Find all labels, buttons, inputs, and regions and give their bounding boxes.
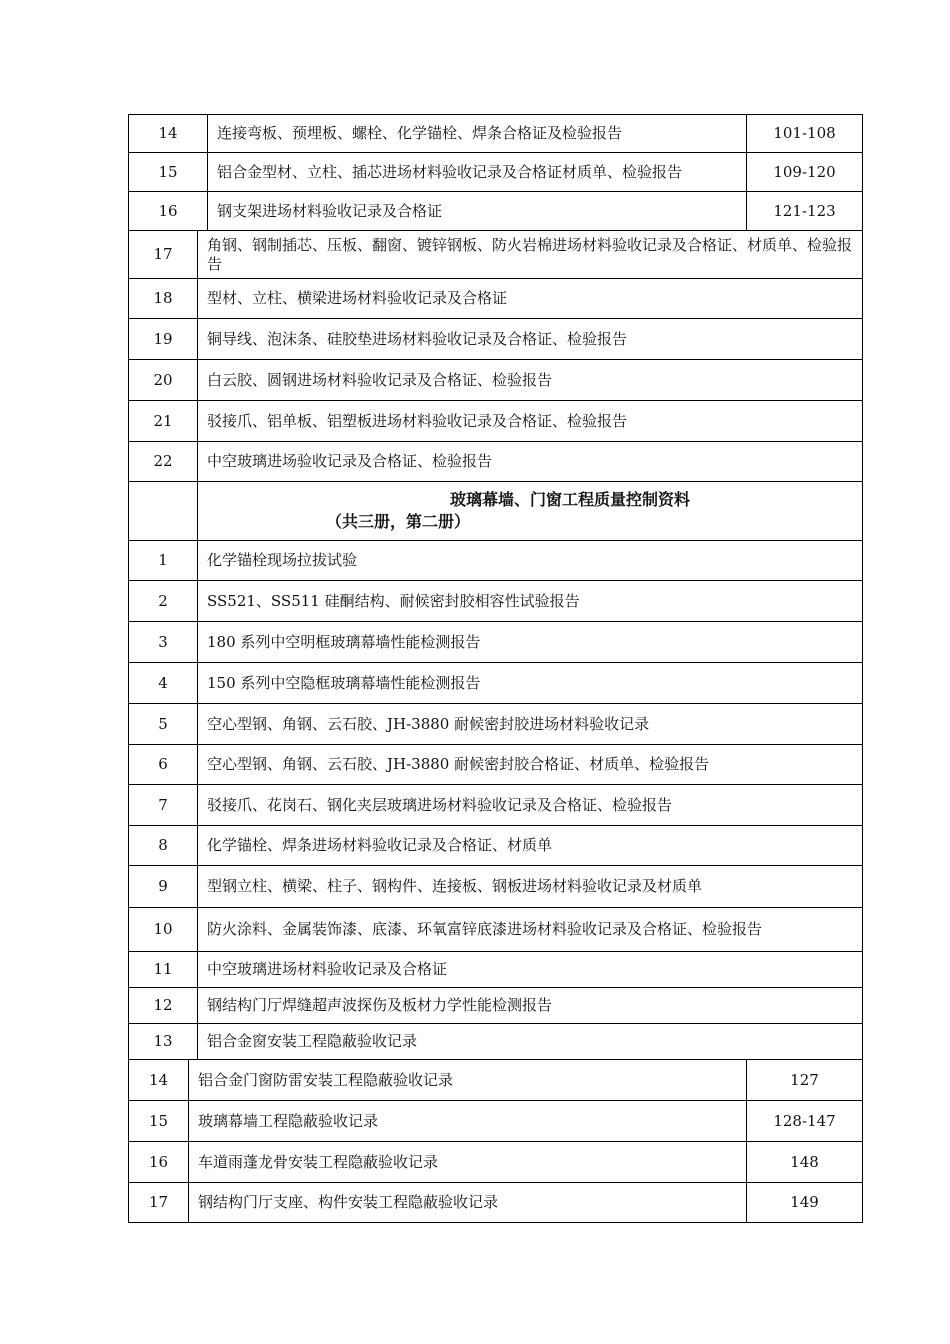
row-description: 钢结构门厅支座、构件安装工程隐蔽验收记录	[188, 1183, 746, 1222]
row-description: 型钢立柱、横梁、柱子、钢构件、连接板、钢板进场材料验收记录及材质单	[197, 866, 862, 907]
row-description: 玻璃幕墙工程隐蔽验收记录	[188, 1101, 746, 1141]
row-description: 铝合金窗安装工程隐蔽验收记录	[197, 1024, 862, 1059]
row-number: 5	[158, 714, 168, 733]
table-row	[128, 663, 863, 704]
row-description: 型材、立柱、横梁进场材料验收记录及合格证	[197, 279, 862, 318]
row-page-range: 109-120	[746, 153, 862, 191]
table-row	[128, 114, 863, 153]
row-number: 8	[158, 836, 168, 854]
table-row	[128, 442, 863, 482]
row-page-range: 148	[746, 1142, 862, 1182]
table-row	[128, 1183, 863, 1223]
row-page-range: 121-123	[746, 192, 862, 230]
row-number: 2	[158, 591, 168, 610]
row-description: 连接弯板、预埋板、螺栓、化学锚栓、焊条合格证及检验报告	[207, 115, 746, 152]
row-number: 7	[158, 795, 168, 814]
row-number: 16	[158, 201, 178, 220]
row-page-range: 127	[746, 1060, 862, 1100]
row-number: 16	[148, 1152, 169, 1171]
row-number: 11	[153, 960, 173, 978]
row-description: 角钢、钢制插芯、压板、翻窗、镀锌钢板、防火岩棉进场材料验收记录及合格证、材质单、检验报告	[197, 231, 862, 278]
row-description: 180 系列中空明框玻璃幕墙性能检测报告	[197, 622, 862, 662]
table-row	[128, 952, 863, 988]
table-row	[128, 401, 863, 442]
row-number: 15	[148, 1111, 169, 1130]
row-number	[129, 482, 197, 540]
row-number: 14	[148, 1070, 169, 1089]
row-description: 驳接爪、铝单板、铝塑板进场材料验收记录及合格证、检验报告	[197, 401, 862, 441]
row-number: 12	[153, 996, 173, 1014]
row-number: 15	[158, 162, 178, 181]
row-description: 铝合金型材、立柱、插芯进场材料验收记录及合格证材质单、检验报告	[207, 153, 746, 191]
row-page-range: 128-147	[746, 1101, 862, 1141]
table-row	[128, 541, 863, 581]
table-row	[128, 866, 863, 908]
table-row	[128, 231, 863, 279]
row-number: 20	[153, 370, 173, 389]
section-subtitle: （共三册，第二册）	[326, 512, 471, 531]
row-number: 17	[148, 1193, 169, 1211]
row-description: 化学锚栓现场拉拔试验	[197, 541, 862, 580]
row-number: 22	[153, 452, 173, 470]
row-number: 14	[158, 124, 178, 142]
row-description: 铝合金门窗防雷安装工程隐蔽验收记录	[188, 1060, 746, 1100]
table-row	[128, 785, 863, 826]
table-row	[128, 581, 863, 622]
row-number: 9	[158, 877, 168, 895]
section-title: 玻璃幕墙、门窗工程质量控制资料	[449, 490, 690, 509]
row-number: 21	[153, 411, 173, 430]
row-number: 4	[158, 673, 168, 692]
table-row	[128, 1024, 863, 1060]
table-row	[128, 192, 863, 231]
row-number: 17	[153, 245, 173, 263]
table-row	[128, 1142, 863, 1183]
table-row	[128, 1060, 863, 1101]
row-description: 空心型钢、角钢、云石胶、JH-3880 耐候密封胶进场材料验收记录	[197, 704, 862, 744]
row-description: 驳接爪、花岗石、钢化夹层玻璃进场材料验收记录及合格证、检验报告	[197, 785, 862, 825]
row-number: 18	[153, 289, 173, 307]
section-heading	[197, 482, 862, 540]
row-number: 19	[153, 329, 173, 348]
row-description: 150 系列中空隐框玻璃幕墙性能检测报告	[197, 663, 862, 703]
row-description: 防火涂料、金属装饰漆、底漆、环氧富锌底漆进场材料验收记录及合格证、检验报告	[197, 908, 862, 951]
row-number: 10	[153, 920, 173, 938]
table-row	[128, 1101, 863, 1142]
table-row	[128, 826, 863, 866]
row-page-range: 101-108	[746, 115, 862, 152]
table-row	[128, 745, 863, 785]
section-heading-row	[128, 482, 863, 541]
row-description: 铜导线、泡沫条、硅胶垫进场材料验收记录及合格证、检验报告	[197, 319, 862, 359]
table-row	[128, 988, 863, 1024]
table-row	[128, 360, 863, 401]
table-row	[128, 279, 863, 319]
row-number: 3	[158, 632, 168, 651]
table-row	[128, 704, 863, 745]
row-description: 中空玻璃进场验收记录及合格证、检验报告	[197, 442, 862, 481]
table-row	[128, 153, 863, 192]
row-description: 白云胶、圆钢进场材料验收记录及合格证、检验报告	[197, 360, 862, 400]
row-number: 1	[158, 551, 168, 569]
row-description: SS521、SS511 硅酮结构、耐候密封胶相容性试验报告	[197, 581, 862, 621]
table-row	[128, 908, 863, 952]
row-number: 6	[158, 755, 168, 773]
row-description: 钢结构门厅焊缝超声波探伤及板材力学性能检测报告	[197, 988, 862, 1023]
row-description: 化学锚栓、焊条进场材料验收记录及合格证、材质单	[197, 826, 862, 865]
row-page-range: 149	[746, 1183, 862, 1222]
row-number: 13	[153, 1032, 173, 1050]
row-description: 中空玻璃进场材料验收记录及合格证	[197, 952, 862, 987]
row-description: 钢支架进场材料验收记录及合格证	[207, 192, 746, 230]
row-description: 空心型钢、角钢、云石胶、JH-3880 耐候密封胶合格证、材质单、检验报告	[197, 745, 862, 784]
row-description: 车道雨蓬龙骨安装工程隐蔽验收记录	[188, 1142, 746, 1182]
table-row	[128, 319, 863, 360]
table-row	[128, 622, 863, 663]
